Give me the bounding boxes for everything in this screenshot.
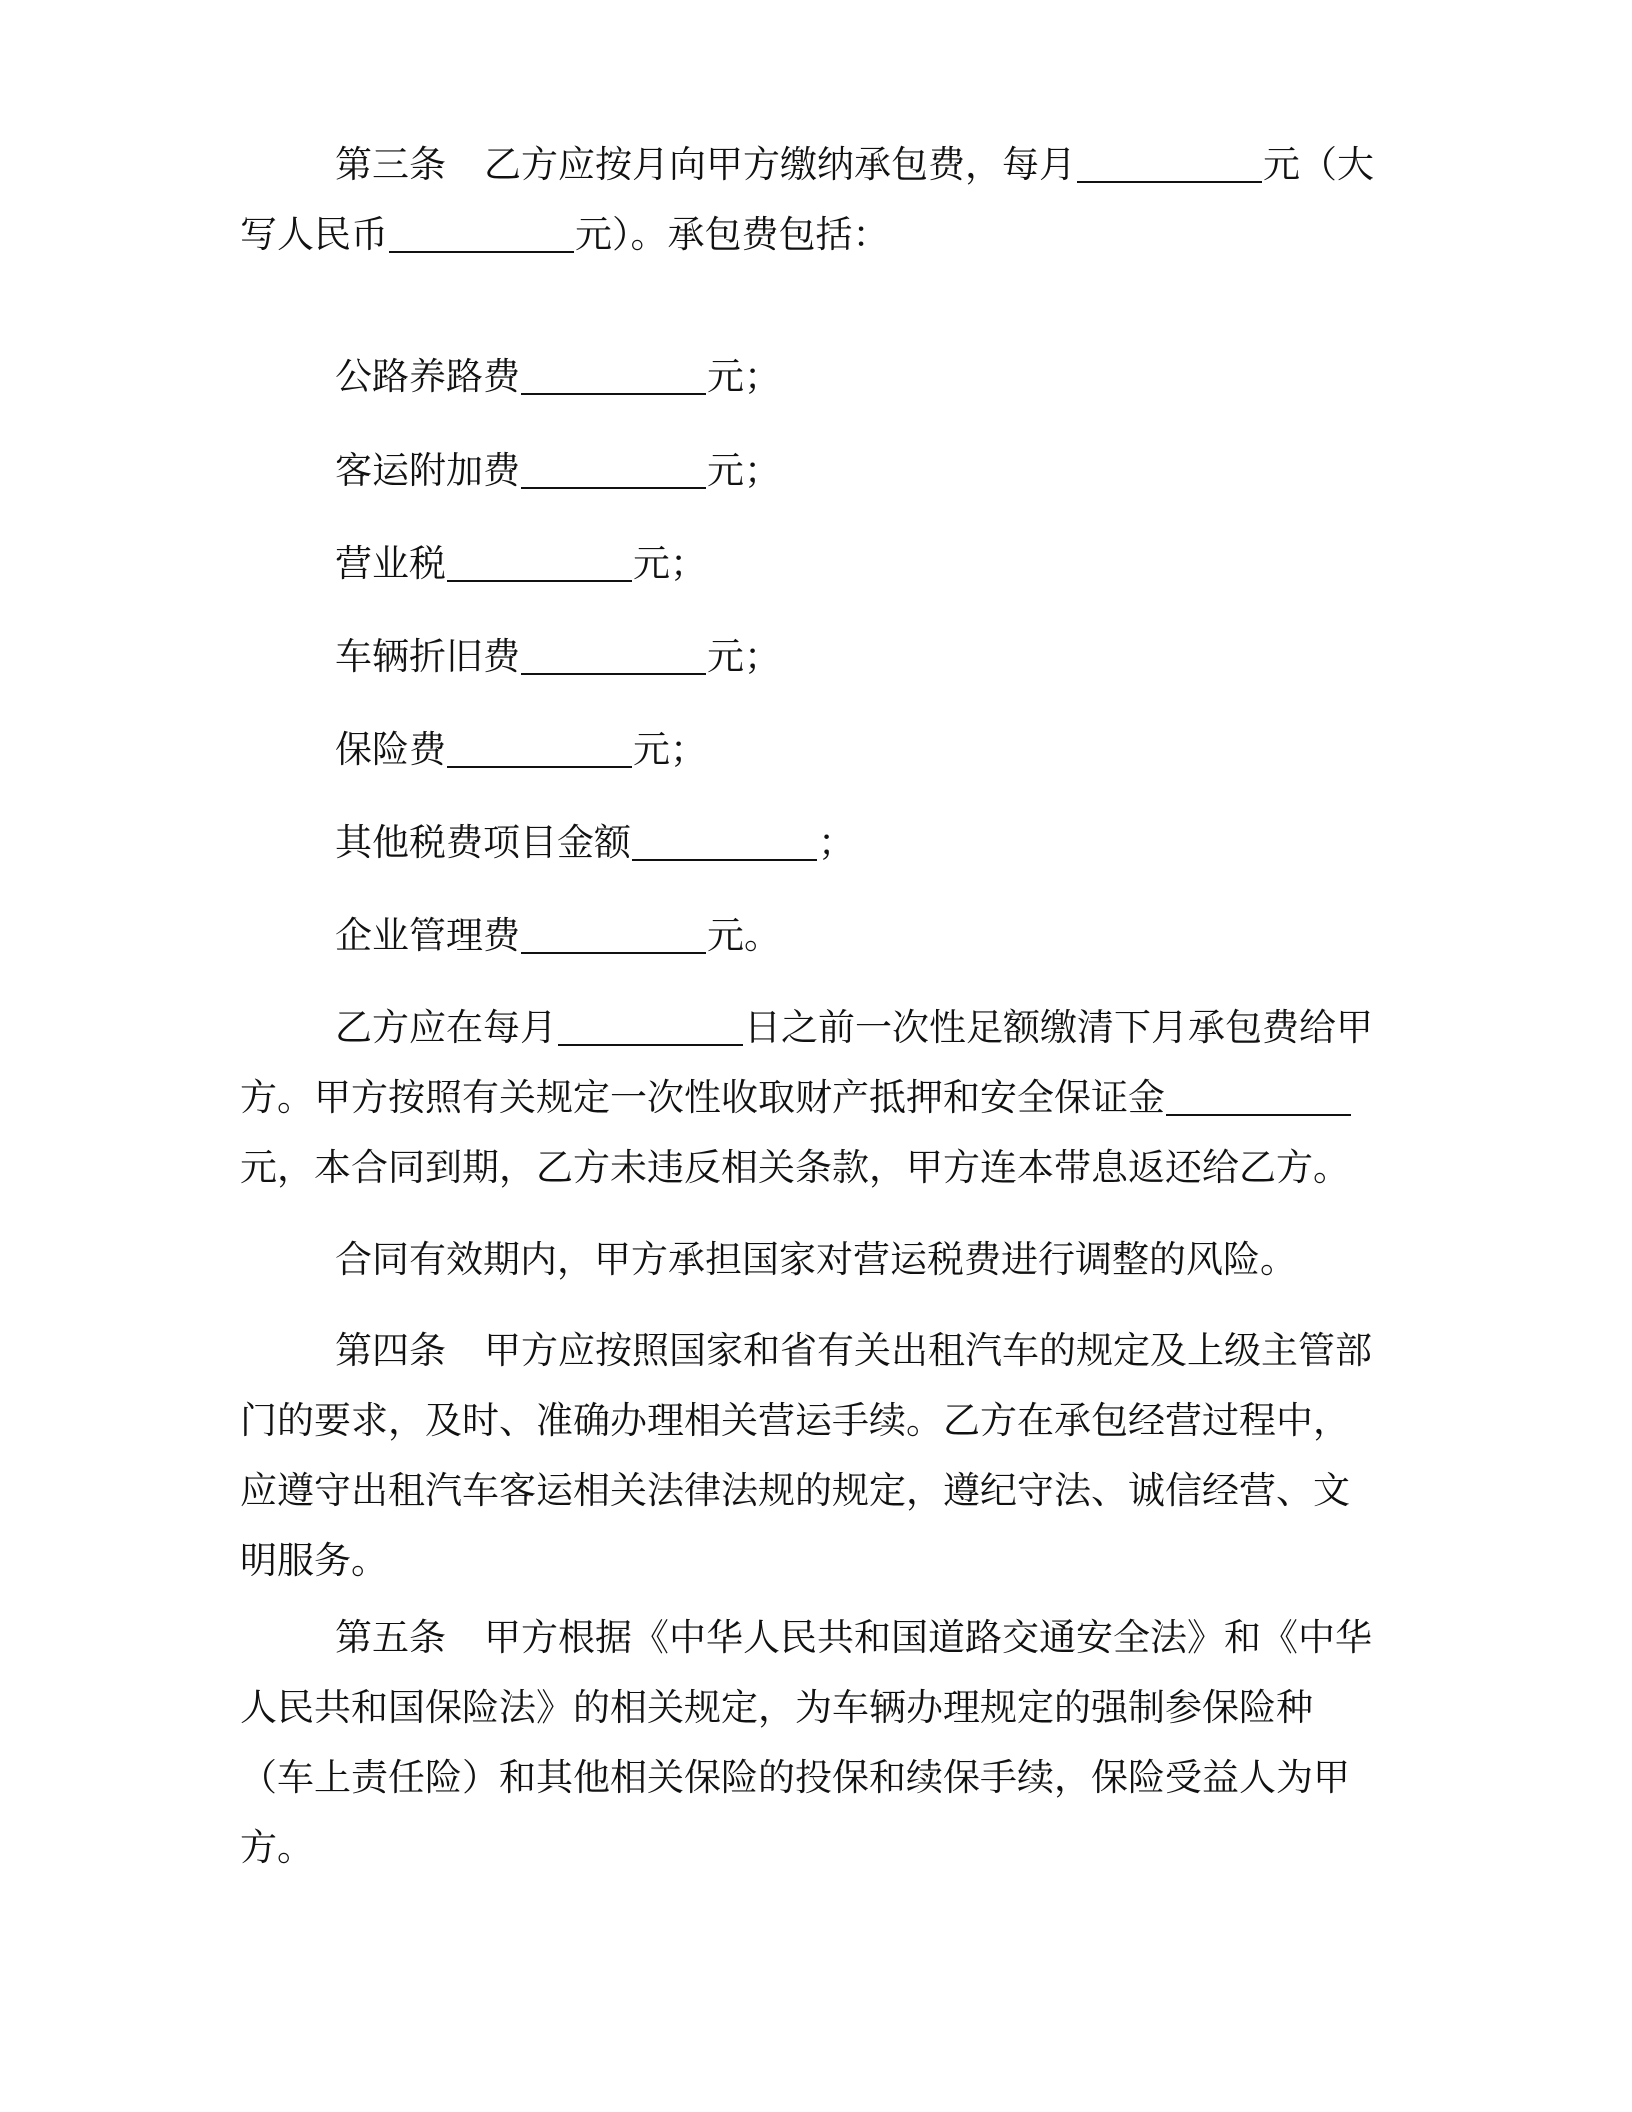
fee-item bbox=[335, 911, 781, 961]
fee-amount-blank[interactable] bbox=[447, 726, 632, 768]
fee-item-label: 保险费 bbox=[335, 728, 446, 771]
article-3-text-b: 元（大写人民币 bbox=[240, 143, 1374, 256]
fee-amount-blank[interactable] bbox=[521, 447, 706, 489]
fee-item-suffix: 元； bbox=[707, 449, 781, 492]
article-5-paragraph bbox=[240, 1603, 1375, 1883]
fee-amount-blank[interactable] bbox=[632, 819, 817, 861]
risk-paragraph bbox=[240, 1225, 1375, 1295]
fee-item-label: 车辆折旧费 bbox=[335, 635, 520, 678]
deposit-amount-blank[interactable] bbox=[1166, 1074, 1351, 1116]
fee-item bbox=[335, 632, 781, 682]
fee-item-suffix: 元； bbox=[633, 542, 707, 585]
fee-item bbox=[335, 818, 855, 868]
article-5-number: 第五条 bbox=[335, 1616, 446, 1659]
fee-item bbox=[335, 539, 707, 589]
fee-item-suffix: 元； bbox=[707, 355, 781, 398]
monthly-fee-uppercase-blank[interactable] bbox=[389, 211, 574, 253]
payment-text-b: 日之前一次性足额缴清下月承包费给甲方。甲方按照有关规定一次性收取财产抵押和安全保证金 bbox=[240, 1006, 1373, 1119]
risk-text: 合同有效期内，甲方承担国家对营运税费进行调整的风险。 bbox=[335, 1238, 1297, 1281]
fee-item-label: 其他税费项目金额 bbox=[335, 821, 631, 864]
article-4-paragraph bbox=[240, 1316, 1375, 1596]
fee-amount-blank[interactable] bbox=[521, 633, 706, 675]
fee-amount-blank[interactable] bbox=[521, 353, 706, 395]
monthly-fee-blank[interactable] bbox=[1077, 141, 1262, 183]
payment-paragraph bbox=[240, 993, 1375, 1203]
fee-item-label: 客运附加费 bbox=[335, 449, 520, 492]
payment-text-a: 乙方应在每月 bbox=[335, 1006, 557, 1049]
fee-item-label: 公路养路费 bbox=[335, 355, 520, 398]
fee-item-label: 营业税 bbox=[335, 542, 446, 585]
fee-item bbox=[335, 352, 781, 402]
fee-amount-blank[interactable] bbox=[447, 540, 632, 582]
article-4-number: 第四条 bbox=[335, 1329, 446, 1372]
fee-item-suffix: 元。 bbox=[707, 914, 781, 957]
fee-amount-blank[interactable] bbox=[521, 912, 706, 954]
fee-item-suffix: 元； bbox=[707, 635, 781, 678]
article-3-paragraph bbox=[240, 130, 1375, 270]
payment-text-c: 元，本合同到期，乙方未违反相关条款，甲方连本带息返还给乙方。 bbox=[240, 1146, 1350, 1189]
fee-item-suffix: 元； bbox=[633, 728, 707, 771]
article-4-text: 甲方应按照国家和省有关出租汽车的规定及上级主管部门的要求，及时、准确办理相关营运手续。乙方在承包经营过程中，应遵守出租汽车客运相关法律法规的规定，遵纪守法、诚信经营、文明服务。 bbox=[240, 1329, 1372, 1582]
article-3-text-a: 乙方应按月向甲方缴纳承包费，每月 bbox=[484, 143, 1076, 186]
article-3-text-c: 元）。承包费包括： bbox=[575, 213, 890, 256]
payment-day-blank[interactable] bbox=[558, 1004, 743, 1046]
article-5-text: 甲方根据《中华人民共和国道路交通安全法》和《中华人民共和国保险法》的相关规定，为车辆办理规定的强制参保险种（车上责任险）和其他相关保险的投保和续保手续，保险受益人为甲方。 bbox=[240, 1616, 1372, 1869]
fee-item bbox=[335, 446, 781, 496]
fee-item-suffix: ； bbox=[818, 821, 855, 864]
fee-item-label: 企业管理费 bbox=[335, 914, 520, 957]
article-3-number: 第三条 bbox=[335, 143, 446, 186]
fee-item bbox=[335, 725, 707, 775]
